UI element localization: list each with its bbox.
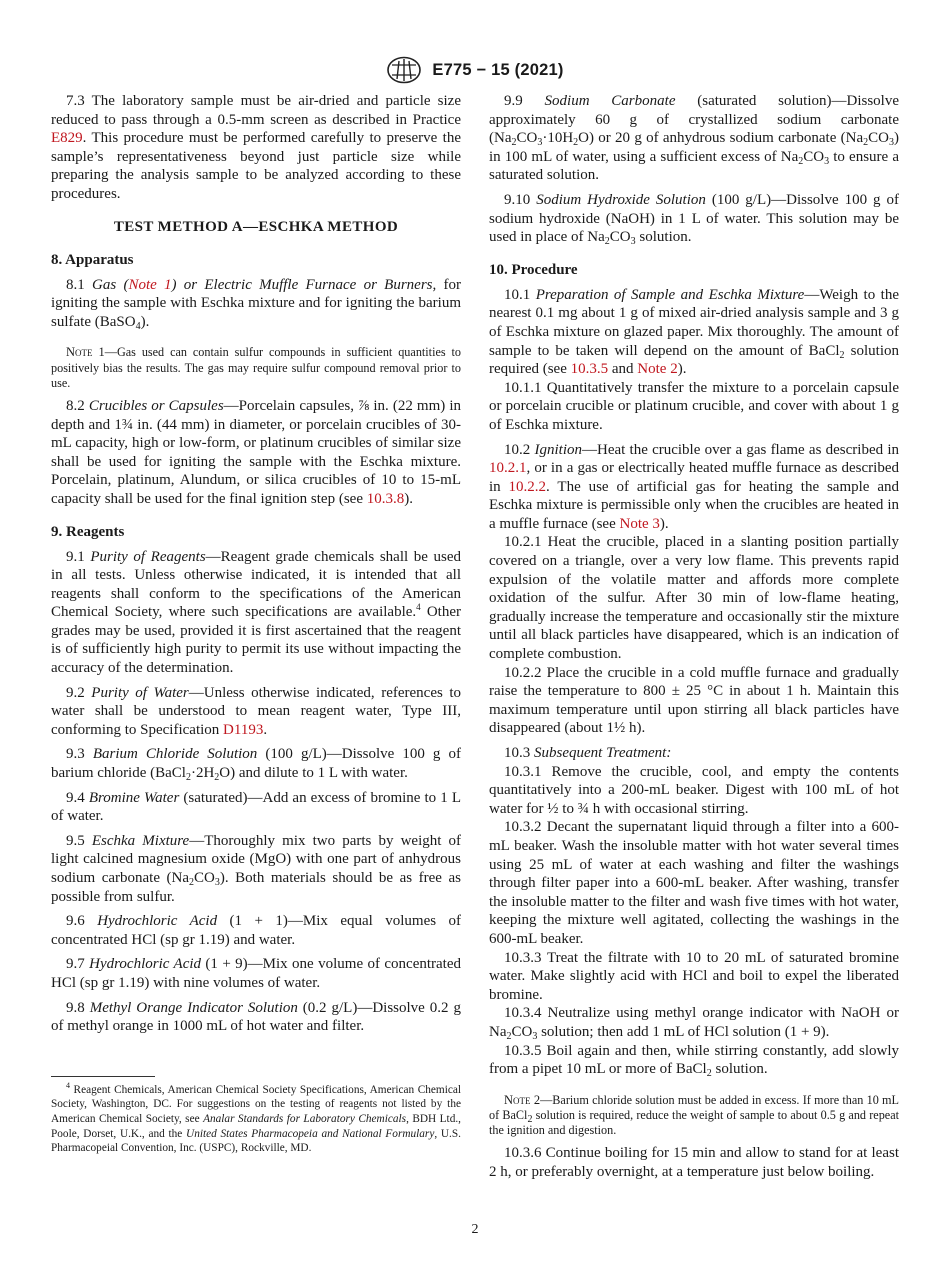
para-10-2-1: 10.2.1 Heat the crucible, placed in a slanting position partially covered on a triangle, over a very low flame. This prevents rapid expulsion of the volatile matter and affords more complete oxidation of the sulfur. After 30 min of low-flame heating, gradually increase the temperature and occasionally stir the mixture until all black particles have disappeared, which is an indication of complete combustion. bbox=[489, 534, 899, 663]
footnote-4: $^4$ Reagent Chemicals, American Chemical Society Specifications, American Chemical Society, Washington, DC. For suggestions on the testing of reagents not listed by the American Chemical Society, see Analar Standards for Laboratory Chemicals, BDH Ltd., Poole, Dorset, U.K., and the United States Pharmacopeia and National Formulary, U.S. Pharmacopeial Convention, Inc. (USPC), Rockville, MD. bbox=[51, 1081, 461, 1155]
para-9-4: 9.4 Bromine Water (saturated)—Add an excess of bromine to 1 L of water. bbox=[51, 789, 461, 825]
para-10-3-5: 10.3.5 Boil again and then, while stirring constantly, add slowly from a pipet 10 mL or more of BaCl$_2$ solution. bbox=[489, 1042, 899, 1080]
para-10-3-3: 10.3.3 Treat the filtrate with 10 to 20 mL of saturated bromine water. Make slightly acid with HCl and boil to expel the liberated bromine. bbox=[489, 949, 899, 1003]
link-e829[interactable]: E829 bbox=[51, 130, 83, 147]
para-10-3-6: 10.3.6 Continue boiling for 15 min and allow to stand for at least 2 h, or preferably overnight, at a temperature just below boiling. bbox=[489, 1145, 899, 1180]
link-note-2[interactable]: Note 2 bbox=[637, 361, 678, 378]
page-header bbox=[0, 56, 950, 84]
para-9-10: 9.10 Sodium Hydroxide Solution (100 g/L)—Dissolve 100 g of sodium hydroxide (NaOH) in 1 L of water. This solution may be used in place of $Na_2CO_3$ solution. bbox=[489, 191, 899, 248]
link-10-2-1[interactable]: 10.2.1 bbox=[489, 460, 527, 477]
para-10-3-2: 10.3.2 Decant the supernatant liquid through a filter into a 600-mL beaker. Wash the insoluble matter with hot water several times using 25 mL of water at each washing and filter the washings through filter paper into a 600-mL beaker. After washing, transfer the insoluble matter to the filter and wash five times with hot water, keeping the mixture well agitated, collecting the washings in the 600-mL beaker. bbox=[489, 819, 899, 947]
para-10-1: 10.1 Preparation of Sample and Eschka Mixture—Weigh to the nearest 0.1 mg about 1 g of mixed air-dried analysis sample and 3 g of Eschka mixture on glazed paper. Mix thoroughly. The amount of sample to be taken will depend on the amount of BaCl$_2$ solution required (see 10.3.5 and Note 2). bbox=[489, 286, 899, 378]
right-column bbox=[489, 92, 899, 1181]
para-10-2-2: 10.2.2 Place the crucible in a cold muffle furnace and gradually raise the temperature to 800 ± 25 °C in about 1 h. Maintain this maximum temperature until upon stirring all black particles have disappeared (about 1½ h). bbox=[489, 664, 899, 737]
para-9-3: 9.3 Barium Chloride Solution (100 g/L)—Dissolve 100 g of barium chloride $(BaCl_2\cdot 2H_2O)$ and dilute to 1 L with water. bbox=[51, 746, 461, 784]
para-8-2: 8.2 Crucibles or Capsules—Porcelain capsules, ⅞ in. (22 mm) in depth and 1¾ in. (44 mm) in diameter, or porcelain crucibles of 30-mL capacity, high or low-form, or platinum crucibles of similar size shall be used for igniting the sample with the Eschka mixture. Porcelain, platinum, Alundum, or silica crucibles of 10 to 15-mL capacity shall be used for the final ignition step (see 10.3.8). bbox=[51, 397, 461, 507]
para-9-8: 9.8 Methyl Orange Indicator Solution (0.2 g/L)—Dissolve 0.2 g of methyl orange in 1000 mL of hot water and filter. bbox=[51, 999, 461, 1035]
para-9-2: 9.2 Purity of Water—Unless otherwise indicated, references to water shall be understood to mean reagent water, Type III, conforming to Specification D1193. bbox=[51, 684, 461, 738]
document-designation: E775 − 15 (2021) bbox=[432, 60, 564, 79]
section-9-heading: 9. Reagents bbox=[51, 523, 125, 540]
para-10-3-4: 10.3.4 Neutralize using methyl orange indicator with NaOH or $Na_2CO_3$ solution; then add 1 mL of HCl solution (1 + 9). bbox=[489, 1005, 899, 1042]
section-8-heading: 8. Apparatus bbox=[51, 251, 134, 268]
page-number: 2 bbox=[471, 1222, 479, 1237]
link-10-3-5[interactable]: 10.3.5 bbox=[570, 361, 609, 378]
para-8-1: 8.1 Gas (Note 1) or Electric Muffle Furnace or Burners, for igniting the sample with Eschka mixture and for igniting the barium sulfate (BaSO$_4$). bbox=[51, 276, 461, 332]
para-10-1-1: 10.1.1 Quantitatively transfer the mixture to a porcelain capsule or porcelain crucible or platinum crucible, and cover with about 1 g of Eschka mixture. bbox=[489, 379, 899, 433]
para-9-6: 9.6 Hydrochloric Acid (1 + 1)—Mix equal volumes of concentrated HCl (sp gr 1.19) and water. bbox=[51, 913, 461, 948]
para-9-7: 9.7 Hydrochloric Acid (1 + 9)—Mix one volume of concentrated HCl (sp gr 1.19) with nine volumes of water. bbox=[51, 956, 462, 991]
astm-logo-icon bbox=[386, 56, 422, 84]
note-2: Note 2—Barium chloride solution must be added in excess. If more than 10 mL of BaCl$_2$ solution is required, reduce the weight of sample to about 0.5 g and repeat the ignition and digestion. bbox=[489, 1092, 899, 1138]
para-10-2: 10.2 Ignition—Heat the crucible over a gas flame as described in 10.2.1, or in a gas or electrically heated muffle furnace as described in 10.2.2. The use of artificial gas for heating the sample and Eschka mixture is permissible only when the crucibles are heated in a muffle furnace (see Note 3). bbox=[489, 441, 900, 532]
link-note-1[interactable]: Note 1 bbox=[128, 276, 172, 293]
note-1: Note 1—Gas used can contain sulfur compounds in sufficient quantities to positively bias the results. The gas may require sulfur compound removal prior to use. bbox=[51, 345, 461, 390]
para-10-3: 10.3 Subsequent Treatment: bbox=[504, 745, 672, 761]
link-d1193[interactable]: D1193 bbox=[223, 721, 264, 738]
section-10-heading: 10. Procedure bbox=[489, 261, 578, 278]
para-9-5: 9.5 Eschka Mixture—Thoroughly mix two parts by weight of light calcined magnesium oxide (MgO) with one part of anhydrous sodium carbonate $(Na_2CO_3)$. Both materials should be as free as possible from sulfur. bbox=[51, 832, 462, 905]
method-title: TEST METHOD A—ESCHKA METHOD bbox=[113, 218, 399, 235]
para-9-9: 9.9 Sodium Carbonate (saturated solution)—Dissolve approximately 60 g of crystallized sodium carbonate $(Na_2CO_3\cdot 10H_2O)$ or 20 g of anhydrous sodium carbonate $(Na_2CO_3)$ in 100 mL of water, using a sufficient excess of $Na_2CO_3$ to ensure a saturated solution. bbox=[489, 93, 900, 184]
link-10-2-2[interactable]: 10.2.2 bbox=[508, 478, 547, 495]
para-7-3: 7.3 The laboratory sample must be air-dried and particle size reduced to pass through a 0.5-mm screen as described in Practice E829. This procedure must be performed carefully to preserve the sample’s representativeness beyond just particle size while preparing the analysis sample to be analyzed according to these procedures. bbox=[51, 93, 461, 202]
left-column bbox=[51, 92, 461, 1156]
para-9-1: 9.1 Purity of Reagents—Reagent grade chemicals shall be used in all tests. Unless otherwise indicated, it is intended that all reagents shall conform to the specifications of the American Chemical Society, where such specifications are available.$^4$ Other grades may be used, provided it is first ascertained that the reagent is of sufficiently high purity to permit its use without impacting the accuracy of the determination. bbox=[51, 548, 461, 677]
para-10-3-1: 10.3.1 Remove the crucible, cool, and empty the contents quantitatively into a 200-mL beaker. Digest with 100 mL of hot water for ½ to ¾ h with occasional stirring. bbox=[489, 763, 899, 817]
link-10-3-8[interactable]: 10.3.8 bbox=[366, 490, 405, 507]
link-note-3[interactable]: Note 3 bbox=[619, 515, 660, 532]
